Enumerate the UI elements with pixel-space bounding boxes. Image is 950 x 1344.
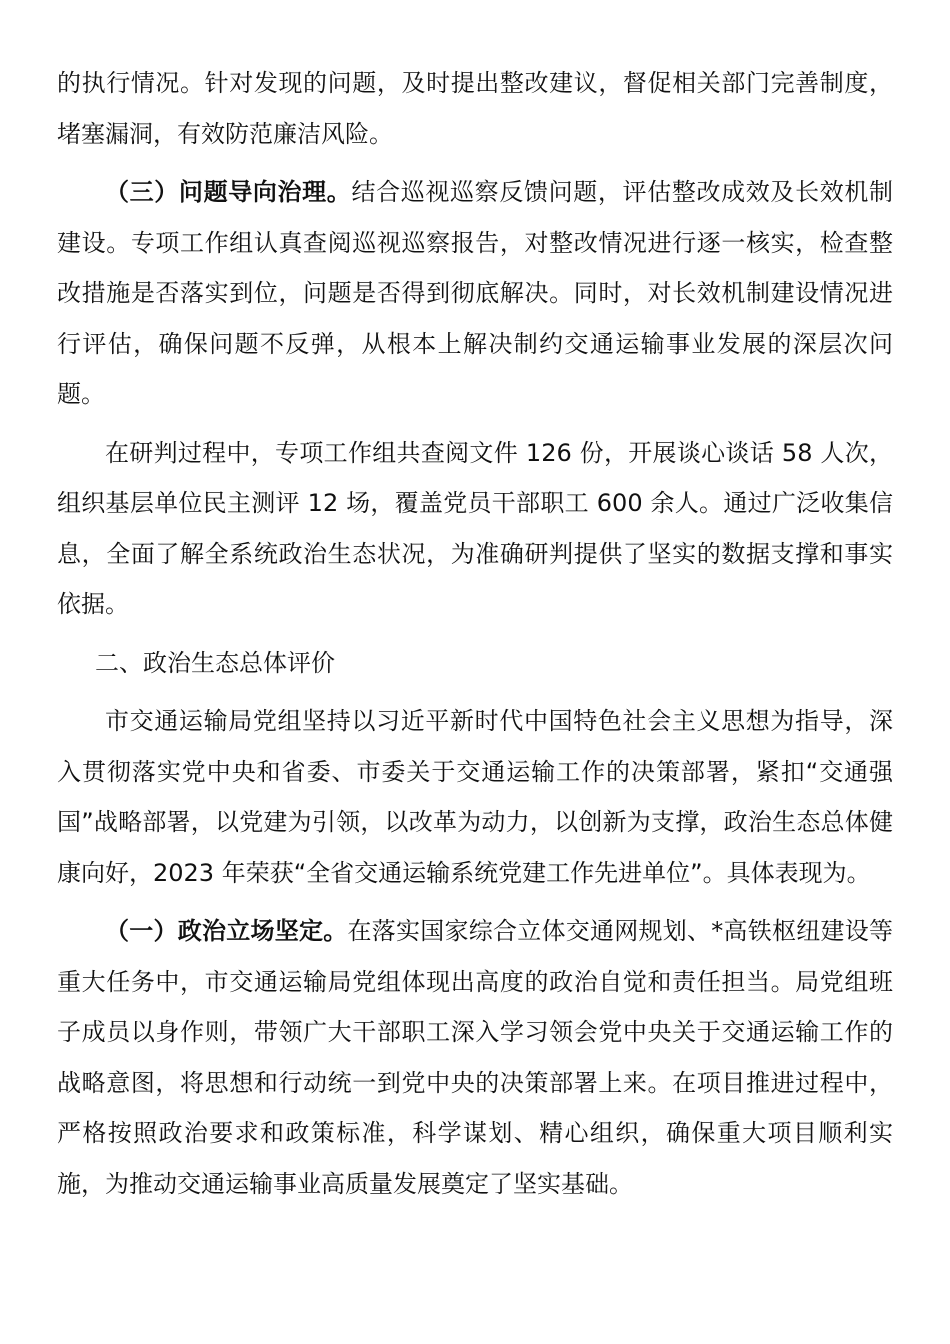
paragraph-text: 的执行情况。针对发现的问题，及时提出整改建议，督促相关部门完善制度，堵塞漏洞，有效防范廉洁风险。 [57,69,893,148]
paragraph-text: 在研判过程中，专项工作组共查阅文件 126 份，开展谈心谈话 58 人次，组织基层单位民主测评 12 场，覆盖党员干部职工 600 余人。通过广泛收集信息，全面了解全系统政治生态状况，为准确研判提供了坚实的数据支撑和事实依据。 [57,438,893,618]
section-heading [57,638,893,689]
section-heading-text: 二、政治生态总体评价 [95,648,335,677]
paragraph-text: 在落实国家综合立体交通网规划、*高铁枢纽建设等重大任务中，市交通运输局党组体现出高度的政治自觉和责任担当。局党组班子成员以身作则，带领广大干部职工深入学习领会党中央关于交通运输工作的战略意图，将思想和行动统一到党中央的决策部署上来。在项目推进过程中，严格按照政治要求和政策标准，科学谋划、精心组织，确保重大项目顺利实施，为推动交通运输事业高质量发展奠定了坚实基础。 [57,917,893,1198]
paragraph-overall-evaluation [57,696,893,898]
paragraph-research-statistics [57,428,893,630]
paragraph-text: 市交通运输局党组坚持以习近平新时代中国特色社会主义思想为指导，深入贯彻落实党中央和省委、市委关于交通运输工作的决策部署，紧扣“交通强国”战略部署，以党建为引领，以改革为动力，以创新为支撑，政治生态总体健康向好，2023 年荣获“全省交通运输系统党建工作先进单位”。具体表现为。 [57,707,893,887]
paragraph-political-stance [57,906,893,1209]
paragraph-lead-heading: （三）问题导向治理。 [105,178,352,206]
document-page [57,58,893,1217]
paragraph-lead-heading: （一）政治立场坚定。 [105,917,348,945]
paragraph-problem-oriented-governance [57,167,893,420]
paragraph-text: 结合巡视巡察反馈问题，评估整改成效及长效机制建设。专项工作组认真查阅巡视巡察报告，对整改情况进行逐一核实，检查整改措施是否落实到位，问题是否得到彻底解决。同时，对长效机制建设情况进行评估，确保问题不反弹，从根本上解决制约交通运输事业发展的深层次问题。 [57,178,893,408]
paragraph-continuation [57,58,893,159]
